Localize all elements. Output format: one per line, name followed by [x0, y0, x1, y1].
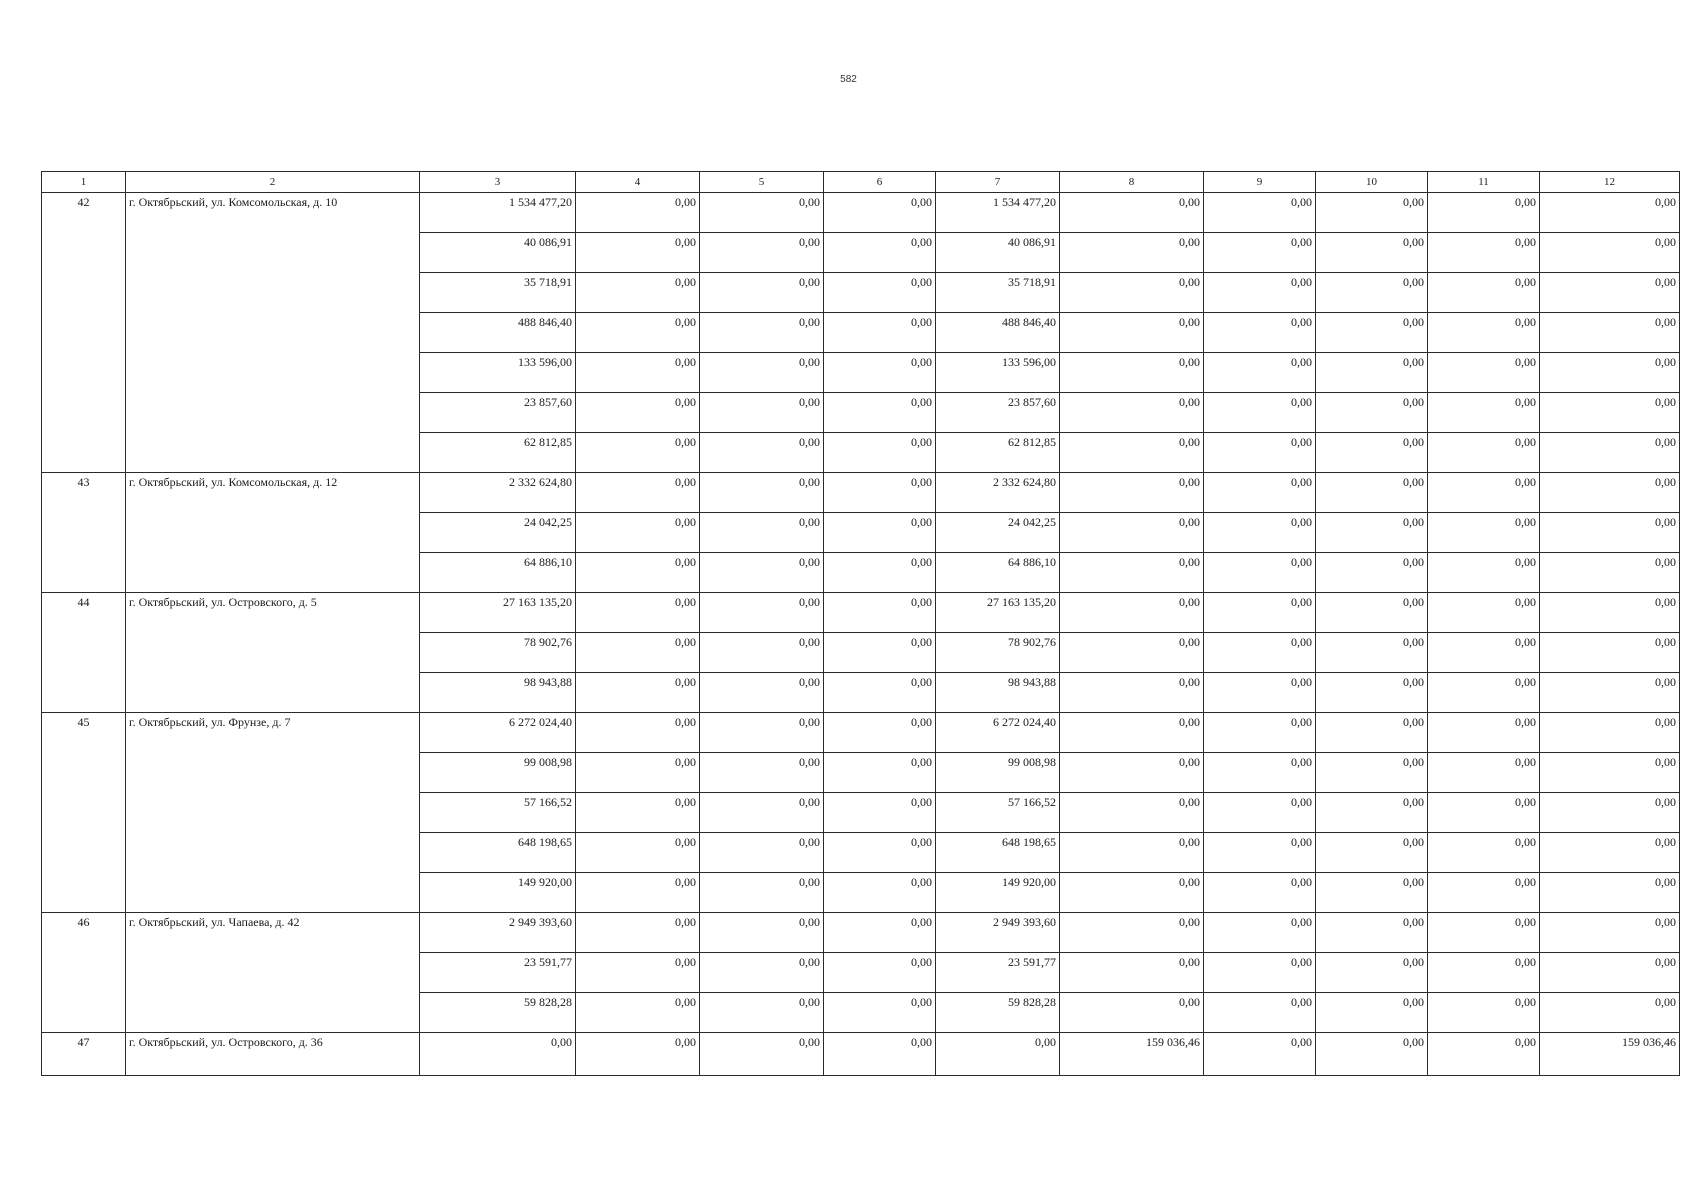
value-cell: 0,00 — [1540, 433, 1680, 473]
value-cell: 149 920,00 — [420, 873, 576, 913]
value-cell: 23 591,77 — [936, 953, 1060, 993]
value-cell: 0,00 — [700, 993, 824, 1033]
value-cell: 40 086,91 — [420, 233, 576, 273]
value-cell: 0,00 — [824, 953, 936, 993]
value-cell: 1 534 477,20 — [936, 193, 1060, 233]
value-cell: 0,00 — [824, 793, 936, 833]
value-cell: 0,00 — [576, 473, 700, 513]
address-cell: г. Октябрьский, ул. Фрунзе, д. 7 — [126, 713, 420, 913]
value-cell: 0,00 — [1540, 793, 1680, 833]
value-cell: 0,00 — [1428, 633, 1540, 673]
value-cell: 0,00 — [1060, 913, 1204, 953]
value-cell: 0,00 — [1316, 913, 1428, 953]
value-cell: 98 943,88 — [420, 673, 576, 713]
table-row — [42, 1033, 1680, 1076]
value-cell: 0,00 — [1428, 553, 1540, 593]
value-cell: 0,00 — [1060, 313, 1204, 353]
value-cell: 0,00 — [700, 953, 824, 993]
value-cell: 0,00 — [936, 1033, 1060, 1076]
value-cell: 0,00 — [1204, 193, 1316, 233]
value-cell: 0,00 — [576, 713, 700, 753]
value-cell: 0,00 — [1316, 393, 1428, 433]
value-cell: 0,00 — [824, 393, 936, 433]
value-cell: 6 272 024,40 — [936, 713, 1060, 753]
value-cell: 0,00 — [1060, 673, 1204, 713]
value-cell: 57 166,52 — [420, 793, 576, 833]
value-cell: 0,00 — [1204, 953, 1316, 993]
value-cell: 0,00 — [700, 673, 824, 713]
value-cell: 0,00 — [1060, 593, 1204, 633]
value-cell: 0,00 — [576, 193, 700, 233]
value-cell: 99 008,98 — [420, 753, 576, 793]
value-cell: 0,00 — [1428, 193, 1540, 233]
value-cell: 0,00 — [1540, 673, 1680, 713]
value-cell: 0,00 — [1316, 273, 1428, 313]
value-cell: 0,00 — [824, 673, 936, 713]
row-number: 44 — [42, 593, 126, 713]
column-number-header: 1 — [42, 172, 126, 193]
value-cell: 23 857,60 — [420, 393, 576, 433]
value-cell: 0,00 — [824, 993, 936, 1033]
value-cell: 0,00 — [1540, 913, 1680, 953]
value-cell: 0,00 — [1204, 273, 1316, 313]
column-number-header: 4 — [576, 172, 700, 193]
value-cell: 0,00 — [1316, 993, 1428, 1033]
value-cell: 0,00 — [700, 233, 824, 273]
value-cell: 0,00 — [1540, 353, 1680, 393]
value-cell: 0,00 — [576, 1033, 700, 1076]
value-cell: 0,00 — [576, 673, 700, 713]
value-cell: 0,00 — [576, 313, 700, 353]
value-cell: 0,00 — [576, 233, 700, 273]
column-number-header: 5 — [700, 172, 824, 193]
value-cell: 0,00 — [1204, 753, 1316, 793]
value-cell: 0,00 — [1428, 233, 1540, 273]
value-cell: 0,00 — [824, 353, 936, 393]
value-cell: 62 812,85 — [420, 433, 576, 473]
value-cell: 0,00 — [1316, 313, 1428, 353]
row-number: 45 — [42, 713, 126, 913]
value-cell: 0,00 — [1060, 193, 1204, 233]
value-cell: 0,00 — [1428, 393, 1540, 433]
table-row — [42, 593, 1680, 633]
value-cell: 0,00 — [1540, 633, 1680, 673]
value-cell: 0,00 — [576, 993, 700, 1033]
value-cell: 0,00 — [1428, 753, 1540, 793]
register-table — [41, 171, 1680, 1076]
value-cell: 0,00 — [1428, 273, 1540, 313]
value-cell: 0,00 — [1204, 393, 1316, 433]
value-cell: 133 596,00 — [936, 353, 1060, 393]
value-cell: 0,00 — [1060, 953, 1204, 993]
value-cell: 0,00 — [700, 553, 824, 593]
column-number-header: 9 — [1204, 172, 1316, 193]
value-cell: 0,00 — [1316, 633, 1428, 673]
value-cell: 0,00 — [1204, 793, 1316, 833]
value-cell: 0,00 — [1204, 553, 1316, 593]
value-cell: 0,00 — [1428, 833, 1540, 873]
column-number-header: 10 — [1316, 172, 1428, 193]
value-cell: 40 086,91 — [936, 233, 1060, 273]
value-cell: 0,00 — [700, 633, 824, 673]
value-cell: 0,00 — [1316, 953, 1428, 993]
value-cell: 0,00 — [1540, 393, 1680, 433]
value-cell: 0,00 — [1316, 673, 1428, 713]
value-cell: 0,00 — [1316, 473, 1428, 513]
row-number: 43 — [42, 473, 126, 593]
address-cell: г. Октябрьский, ул. Комсомольская, д. 10 — [126, 193, 420, 473]
value-cell: 1 534 477,20 — [420, 193, 576, 233]
value-cell: 0,00 — [1316, 793, 1428, 833]
value-cell: 0,00 — [700, 913, 824, 953]
value-cell: 0,00 — [1060, 793, 1204, 833]
column-number-header: 6 — [824, 172, 936, 193]
value-cell: 0,00 — [576, 753, 700, 793]
column-number-row — [42, 172, 1680, 193]
value-cell: 27 163 135,20 — [420, 593, 576, 633]
value-cell: 0,00 — [1060, 513, 1204, 553]
value-cell: 0,00 — [1540, 553, 1680, 593]
value-cell: 0,00 — [1428, 433, 1540, 473]
register-body — [42, 172, 1680, 1076]
value-cell: 0,00 — [576, 593, 700, 633]
value-cell: 0,00 — [824, 513, 936, 553]
value-cell: 78 902,76 — [936, 633, 1060, 673]
value-cell: 0,00 — [1428, 793, 1540, 833]
value-cell: 0,00 — [1204, 353, 1316, 393]
value-cell: 0,00 — [824, 193, 936, 233]
value-cell: 0,00 — [1316, 833, 1428, 873]
value-cell: 6 272 024,40 — [420, 713, 576, 753]
value-cell: 0,00 — [1316, 233, 1428, 273]
value-cell: 0,00 — [700, 353, 824, 393]
value-cell: 0,00 — [1316, 593, 1428, 633]
column-number-header: 3 — [420, 172, 576, 193]
value-cell: 488 846,40 — [420, 313, 576, 353]
value-cell: 35 718,91 — [936, 273, 1060, 313]
value-cell: 0,00 — [1540, 953, 1680, 993]
value-cell: 488 846,40 — [936, 313, 1060, 353]
address-cell: г. Октябрьский, ул. Островского, д. 5 — [126, 593, 420, 713]
value-cell: 0,00 — [1204, 713, 1316, 753]
table-row — [42, 713, 1680, 753]
value-cell: 0,00 — [1060, 553, 1204, 593]
value-cell: 0,00 — [1428, 593, 1540, 633]
value-cell: 0,00 — [576, 833, 700, 873]
value-cell: 0,00 — [1060, 833, 1204, 873]
value-cell: 62 812,85 — [936, 433, 1060, 473]
value-cell: 0,00 — [1060, 273, 1204, 313]
value-cell: 0,00 — [1316, 873, 1428, 913]
value-cell: 0,00 — [1428, 953, 1540, 993]
value-cell: 0,00 — [824, 713, 936, 753]
value-cell: 0,00 — [1060, 473, 1204, 513]
value-cell: 0,00 — [576, 393, 700, 433]
value-cell: 0,00 — [1204, 513, 1316, 553]
value-cell: 0,00 — [420, 1033, 576, 1076]
value-cell: 648 198,65 — [936, 833, 1060, 873]
value-cell: 57 166,52 — [936, 793, 1060, 833]
value-cell: 0,00 — [824, 1033, 936, 1076]
value-cell: 0,00 — [1204, 1033, 1316, 1076]
value-cell: 0,00 — [576, 793, 700, 833]
value-cell: 64 886,10 — [420, 553, 576, 593]
value-cell: 0,00 — [1540, 513, 1680, 553]
value-cell: 0,00 — [1060, 873, 1204, 913]
value-cell: 64 886,10 — [936, 553, 1060, 593]
value-cell: 0,00 — [824, 233, 936, 273]
value-cell: 0,00 — [1540, 833, 1680, 873]
value-cell: 0,00 — [700, 1033, 824, 1076]
value-cell: 0,00 — [1428, 873, 1540, 913]
value-cell: 0,00 — [1316, 713, 1428, 753]
value-cell: 0,00 — [824, 433, 936, 473]
value-cell: 0,00 — [824, 833, 936, 873]
value-cell: 0,00 — [1316, 1033, 1428, 1076]
value-cell: 0,00 — [1060, 993, 1204, 1033]
value-cell: 0,00 — [1540, 713, 1680, 753]
column-number-header: 2 — [126, 172, 420, 193]
value-cell: 0,00 — [700, 313, 824, 353]
value-cell: 0,00 — [1316, 513, 1428, 553]
value-cell: 23 857,60 — [936, 393, 1060, 433]
value-cell: 0,00 — [1204, 233, 1316, 273]
value-cell: 59 828,28 — [420, 993, 576, 1033]
value-cell: 23 591,77 — [420, 953, 576, 993]
value-cell: 0,00 — [824, 873, 936, 913]
value-cell: 0,00 — [1060, 233, 1204, 273]
value-cell: 0,00 — [700, 193, 824, 233]
value-cell: 159 036,46 — [1060, 1033, 1204, 1076]
value-cell: 0,00 — [700, 433, 824, 473]
table-row — [42, 473, 1680, 513]
value-cell: 0,00 — [824, 753, 936, 793]
value-cell: 0,00 — [1204, 313, 1316, 353]
value-cell: 0,00 — [700, 793, 824, 833]
value-cell: 0,00 — [576, 953, 700, 993]
value-cell: 0,00 — [824, 273, 936, 313]
value-cell: 159 036,46 — [1540, 1033, 1680, 1076]
value-cell: 0,00 — [1316, 193, 1428, 233]
value-cell: 0,00 — [1204, 433, 1316, 473]
value-cell: 133 596,00 — [420, 353, 576, 393]
value-cell: 2 332 624,80 — [420, 473, 576, 513]
value-cell: 0,00 — [1428, 473, 1540, 513]
value-cell: 0,00 — [700, 753, 824, 793]
value-cell: 0,00 — [576, 433, 700, 473]
value-cell: 0,00 — [576, 633, 700, 673]
address-cell: г. Октябрьский, ул. Комсомольская, д. 12 — [126, 473, 420, 593]
value-cell: 99 008,98 — [936, 753, 1060, 793]
value-cell: 0,00 — [1540, 313, 1680, 353]
column-number-header: 7 — [936, 172, 1060, 193]
row-number: 42 — [42, 193, 126, 473]
value-cell: 0,00 — [576, 873, 700, 913]
value-cell: 27 163 135,20 — [936, 593, 1060, 633]
value-cell: 0,00 — [700, 273, 824, 313]
value-cell: 0,00 — [1204, 993, 1316, 1033]
value-cell: 0,00 — [700, 513, 824, 553]
value-cell: 0,00 — [576, 273, 700, 313]
value-cell: 0,00 — [1204, 673, 1316, 713]
column-number-header: 11 — [1428, 172, 1540, 193]
page-number: 582 — [840, 74, 857, 85]
value-cell: 0,00 — [1060, 433, 1204, 473]
value-cell: 0,00 — [1540, 993, 1680, 1033]
value-cell: 0,00 — [1060, 633, 1204, 673]
address-cell: г. Октябрьский, ул. Чапаева, д. 42 — [126, 913, 420, 1033]
value-cell: 98 943,88 — [936, 673, 1060, 713]
value-cell: 0,00 — [1060, 353, 1204, 393]
value-cell: 0,00 — [576, 913, 700, 953]
value-cell: 0,00 — [700, 833, 824, 873]
value-cell: 0,00 — [1428, 353, 1540, 393]
value-cell: 0,00 — [576, 353, 700, 393]
column-number-header: 8 — [1060, 172, 1204, 193]
value-cell: 0,00 — [1428, 513, 1540, 553]
column-number-header: 12 — [1540, 172, 1680, 193]
value-cell: 2 949 393,60 — [420, 913, 576, 953]
value-cell: 648 198,65 — [420, 833, 576, 873]
value-cell: 0,00 — [1204, 633, 1316, 673]
value-cell: 35 718,91 — [420, 273, 576, 313]
value-cell: 2 332 624,80 — [936, 473, 1060, 513]
value-cell: 0,00 — [1540, 753, 1680, 793]
value-cell: 0,00 — [824, 313, 936, 353]
value-cell: 0,00 — [1204, 833, 1316, 873]
value-cell: 0,00 — [824, 633, 936, 673]
value-cell: 0,00 — [700, 393, 824, 433]
value-cell: 0,00 — [1540, 873, 1680, 913]
value-cell: 0,00 — [1204, 913, 1316, 953]
value-cell: 0,00 — [824, 473, 936, 513]
value-cell: 0,00 — [1060, 393, 1204, 433]
row-number: 46 — [42, 913, 126, 1033]
value-cell: 0,00 — [1316, 753, 1428, 793]
value-cell: 0,00 — [1428, 993, 1540, 1033]
value-cell: 0,00 — [1428, 1033, 1540, 1076]
value-cell: 0,00 — [1540, 593, 1680, 633]
value-cell: 0,00 — [1060, 753, 1204, 793]
value-cell: 0,00 — [576, 553, 700, 593]
value-cell: 2 949 393,60 — [936, 913, 1060, 953]
value-cell: 149 920,00 — [936, 873, 1060, 913]
value-cell: 0,00 — [1540, 273, 1680, 313]
value-cell: 0,00 — [1204, 593, 1316, 633]
table-row — [42, 913, 1680, 953]
value-cell: 0,00 — [1540, 193, 1680, 233]
value-cell: 0,00 — [824, 553, 936, 593]
value-cell: 0,00 — [1428, 913, 1540, 953]
row-number: 47 — [42, 1033, 126, 1076]
value-cell: 0,00 — [1540, 233, 1680, 273]
value-cell: 24 042,25 — [936, 513, 1060, 553]
value-cell: 0,00 — [824, 593, 936, 633]
value-cell: 0,00 — [824, 913, 936, 953]
value-cell: 0,00 — [1428, 673, 1540, 713]
value-cell: 78 902,76 — [420, 633, 576, 673]
value-cell: 0,00 — [700, 713, 824, 753]
value-cell: 59 828,28 — [936, 993, 1060, 1033]
value-cell: 0,00 — [1428, 713, 1540, 753]
value-cell: 0,00 — [1204, 873, 1316, 913]
value-cell: 0,00 — [1428, 313, 1540, 353]
value-cell: 0,00 — [700, 873, 824, 913]
value-cell: 0,00 — [576, 513, 700, 553]
value-cell: 0,00 — [1316, 353, 1428, 393]
value-cell: 0,00 — [1204, 473, 1316, 513]
value-cell: 0,00 — [1540, 473, 1680, 513]
value-cell: 0,00 — [700, 593, 824, 633]
value-cell: 0,00 — [1316, 553, 1428, 593]
address-cell: г. Октябрьский, ул. Островского, д. 36 — [126, 1033, 420, 1076]
value-cell: 0,00 — [700, 473, 824, 513]
table-row — [42, 193, 1680, 233]
value-cell: 0,00 — [1316, 433, 1428, 473]
value-cell: 24 042,25 — [420, 513, 576, 553]
value-cell: 0,00 — [1060, 713, 1204, 753]
